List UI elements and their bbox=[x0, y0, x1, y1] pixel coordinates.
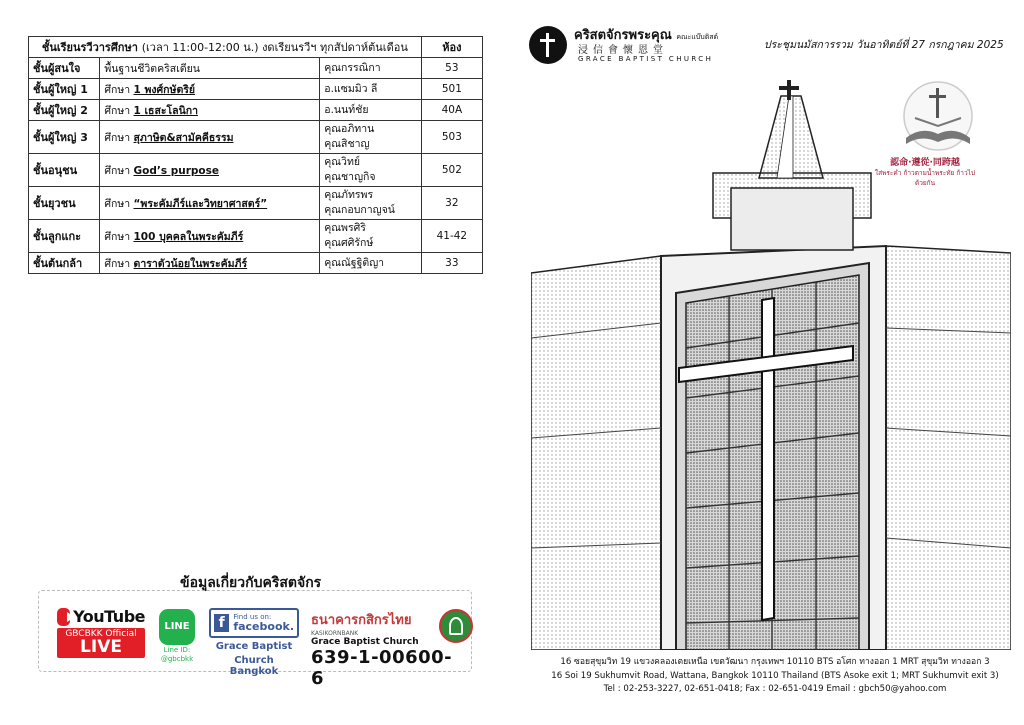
course-cell bbox=[100, 100, 320, 121]
church-name-th-small: คณะแบ๊บติสต์ bbox=[676, 33, 719, 41]
course-cell bbox=[100, 58, 320, 79]
schedule-header-prefix: ชั้นเรียนรวีวารศึกษา bbox=[41, 41, 138, 54]
table-row bbox=[29, 100, 483, 121]
youtube-channel: GBCBKK Official bbox=[65, 629, 137, 639]
study-label: ศึกษา bbox=[104, 164, 131, 177]
study-label: ศึกษา bbox=[104, 104, 131, 117]
room-number: 501 bbox=[421, 79, 482, 100]
class-name: ชั้นอนุชน bbox=[29, 154, 100, 187]
study-label: ศึกษา bbox=[104, 131, 131, 144]
course-cell bbox=[100, 154, 320, 187]
teacher-name: คุณภัทรพร bbox=[324, 189, 374, 201]
line-icon: LINE bbox=[159, 609, 195, 645]
line-block[interactable] bbox=[157, 609, 197, 663]
teacher-cell bbox=[320, 154, 421, 187]
church-logo-icon bbox=[529, 26, 567, 64]
study-label: ศึกษา bbox=[104, 83, 131, 96]
bank-account-name: Grace Baptist Church bbox=[311, 637, 419, 647]
teacher-cell bbox=[320, 187, 421, 220]
church-name-zh: 浸信會懷恩堂 bbox=[578, 45, 668, 56]
room-number: 32 bbox=[421, 187, 482, 220]
teacher-name: คุณวิทย์ bbox=[324, 156, 361, 168]
room-header: ห้อง bbox=[421, 37, 482, 58]
class-schedule-table bbox=[28, 36, 483, 274]
room-number: 503 bbox=[421, 121, 482, 154]
room-number: 502 bbox=[421, 154, 482, 187]
course-title: 1 เธสะโลนิกา bbox=[133, 104, 199, 117]
teacher-name: คุณกรรณิกา bbox=[324, 61, 381, 74]
youtube-wordmark: YouTube bbox=[73, 607, 145, 626]
class-name: ชั้นผู้ใหญ่ 2 bbox=[29, 100, 100, 121]
teacher-name: คุณพรศิริ bbox=[324, 222, 366, 234]
facebook-find-us: Find us on: bbox=[233, 613, 272, 621]
motto bbox=[870, 155, 980, 188]
class-name: ชั้นต้นกล้า bbox=[29, 253, 100, 274]
facebook-badge bbox=[209, 608, 299, 638]
teacher-cell bbox=[320, 100, 421, 121]
teacher-cell bbox=[320, 79, 421, 100]
teacher-name: คุณชาญกิจ bbox=[324, 171, 376, 183]
teacher-name: อ.แซมมิว ลี bbox=[324, 82, 378, 95]
facebook-icon: f bbox=[214, 614, 229, 632]
course-cell bbox=[100, 121, 320, 154]
line-id-label: Line ID: bbox=[163, 646, 191, 654]
room-number: 40A bbox=[421, 100, 482, 121]
schedule-header-rest: (เวลา 11:00-12:00 น.) งดเรียนรวีฯ ทุกสัปดาห์ต้นเดือน bbox=[141, 41, 408, 54]
class-name: ชั้นยุวชน bbox=[29, 187, 100, 220]
schedule-body bbox=[29, 58, 483, 274]
table-row bbox=[29, 253, 483, 274]
teacher-cell bbox=[320, 253, 421, 274]
room-number: 33 bbox=[421, 253, 482, 274]
facebook-wordmark: facebook. bbox=[233, 620, 294, 633]
class-name: ชั้นผู้ใหญ่ 1 bbox=[29, 79, 100, 100]
facebook-block[interactable] bbox=[209, 608, 299, 677]
table-row bbox=[29, 121, 483, 154]
youtube-live-label: LIVE bbox=[80, 637, 122, 657]
course-title: 1 พงศ์กษัตริย์ bbox=[133, 83, 196, 96]
table-row bbox=[29, 58, 483, 79]
teacher-name: คุณณัฐฐิติญา bbox=[324, 256, 385, 269]
address-en: 16 Soi 19 Sukhumvit Road, Wattana, Bangkok 10110 Thailand (BTS Asoke exit 1; MRT Sukhumvit exit 3) bbox=[551, 670, 999, 681]
info-box bbox=[38, 590, 472, 689]
study-label: ศึกษา bbox=[104, 197, 131, 210]
youtube-play-icon bbox=[57, 608, 70, 626]
teacher-cell bbox=[320, 121, 421, 154]
course-title: God’s purpose bbox=[133, 164, 220, 177]
study-label: ศึกษา bbox=[104, 257, 131, 270]
bank-name-th: ธนาคารกสิกรไทย bbox=[311, 613, 412, 628]
course-cell bbox=[100, 220, 320, 253]
line-id: @gbcbkk bbox=[160, 655, 194, 663]
facebook-page-name-1: Grace Baptist bbox=[215, 641, 293, 652]
church-name-th-main: คริสตจักรพระคุณ bbox=[574, 28, 672, 43]
teacher-name: อ.นนท์ชัย bbox=[324, 103, 369, 116]
teacher-name: คุณศศิรักษ์ bbox=[324, 237, 374, 249]
facebook-page-name-2: Church Bangkok bbox=[229, 655, 279, 677]
course-title: ดาราตัวน้อยในพระคัมภีร์ bbox=[133, 257, 248, 270]
class-name: ชั้นผู้ใหญ่ 3 bbox=[29, 121, 100, 154]
info-title: ข้อมูลเกี่ยวกับคริสตจักร bbox=[180, 575, 322, 591]
course-cell bbox=[100, 253, 320, 274]
teacher-name: คุณอภิทาน bbox=[324, 123, 375, 135]
teacher-cell bbox=[320, 220, 421, 253]
kasikorn-logo-icon bbox=[439, 609, 473, 643]
contact-line: Tel : 02-253-3227, 02-651-0418; Fax : 02-651-0419 Email : gbch50@yahoo.com bbox=[603, 684, 947, 694]
schedule-header bbox=[29, 37, 422, 58]
motto-th: ใส่พระคำ ก้าวตามน้ำพระทัย ก้าวไปด้วยกัน bbox=[874, 169, 975, 187]
course-title: สุภาษิต&สามัคคีธรรม bbox=[133, 131, 234, 144]
table-row bbox=[29, 154, 483, 187]
youtube-block[interactable] bbox=[57, 607, 145, 658]
bank-name-en: KASIKORNBANK bbox=[311, 630, 359, 637]
room-number: 53 bbox=[421, 58, 482, 79]
class-name: ชั้นผู้สนใจ bbox=[29, 58, 100, 79]
course-cell bbox=[100, 187, 320, 220]
teacher-cell bbox=[320, 58, 421, 79]
motto-zh: 認命·遵從·同跨越 bbox=[890, 158, 960, 168]
class-name: ชั้นลูกแกะ bbox=[29, 220, 100, 253]
teacher-name: คุณกอบกาญจน์ bbox=[324, 204, 395, 216]
table-header-row bbox=[29, 37, 483, 58]
youtube-live-badge bbox=[57, 628, 145, 658]
course-title: พื้นฐานชีวิตคริสเตียน bbox=[104, 62, 200, 75]
course-title: 100 บุคคลในพระคัมภีร์ bbox=[133, 230, 244, 243]
table-row bbox=[29, 220, 483, 253]
teacher-name: คุณสิชาญ bbox=[324, 138, 370, 150]
table-row bbox=[29, 187, 483, 220]
church-address bbox=[532, 656, 1018, 697]
course-cell bbox=[100, 79, 320, 100]
bank-account-number: 639-1-00600-6 bbox=[311, 647, 453, 689]
service-date: ประชุมนมัสการรวม วันอาทิตย์ที่ 27 กรกฎาคม 2025 bbox=[764, 39, 1004, 51]
church-name-en: GRACE BAPTIST CHURCH bbox=[578, 55, 714, 63]
table-row bbox=[29, 79, 483, 100]
address-th: 16 ซอยสุขุมวิท 19 แขวงคลองเตยเหนือ เขตวัฒนา กรุงเทพฯ 10110 BTS อโศก ทางออก 1 MRT สุขุมวิท ทางออก 3 bbox=[560, 657, 990, 667]
course-title: “พระคัมภีร์และวิทยาศาสตร์” bbox=[133, 197, 268, 210]
room-number: 41-42 bbox=[421, 220, 482, 253]
study-label: ศึกษา bbox=[104, 230, 131, 243]
youtube-logo bbox=[57, 607, 145, 626]
facebook-text bbox=[233, 613, 294, 633]
